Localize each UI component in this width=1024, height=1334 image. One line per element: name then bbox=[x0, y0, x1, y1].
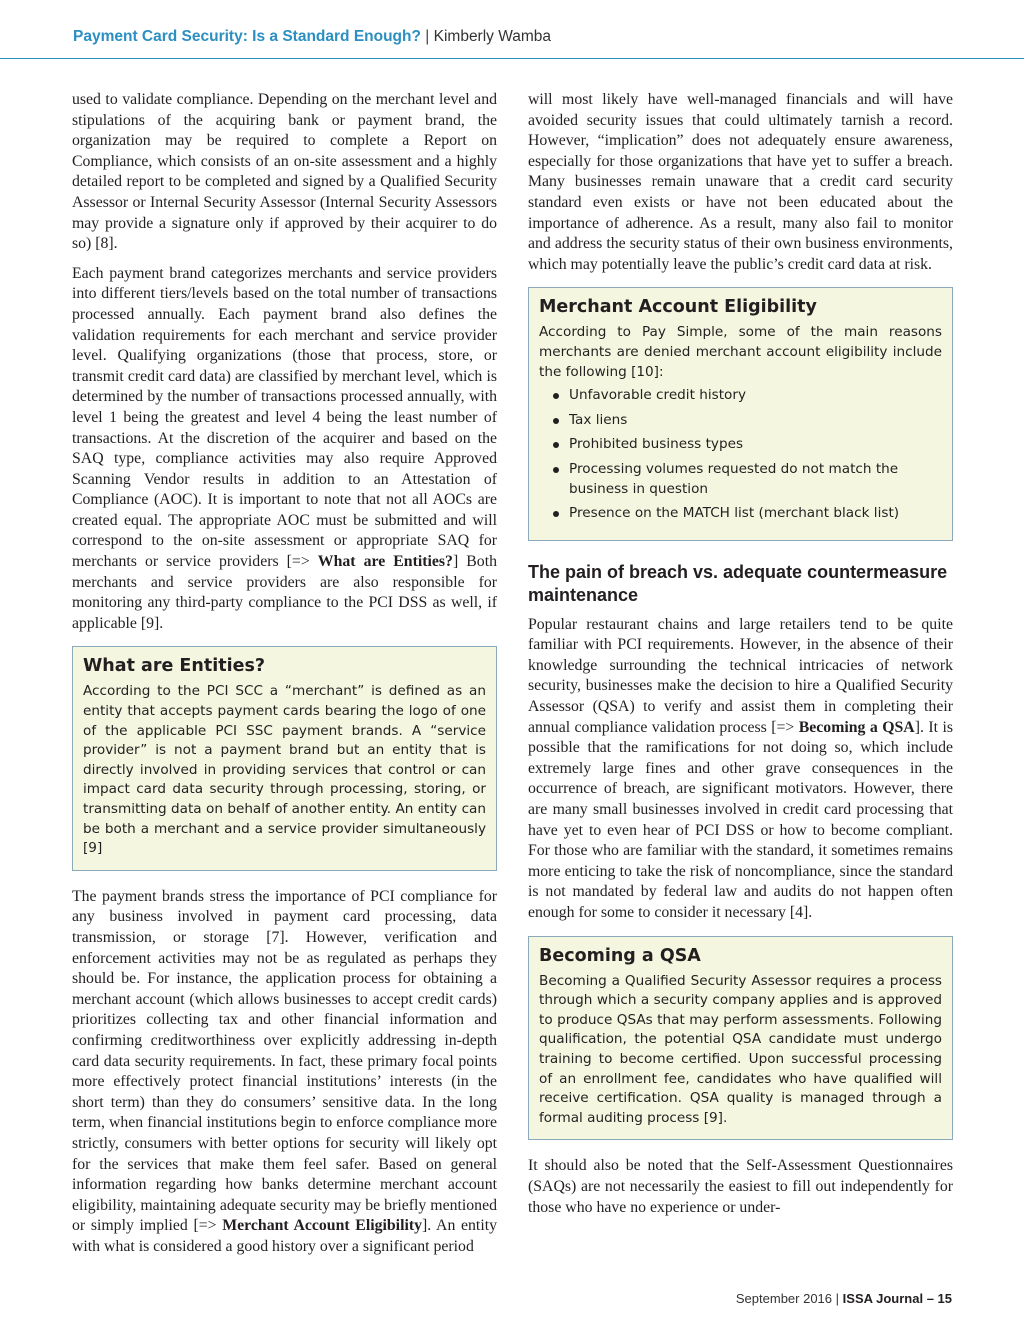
paragraph: The payment brands stress the importance of PCI compliance for any business involved in payment card processing, data transmission, or storage [7]. However, verification and enforcement activities may not be as regulated as perhaps they should be. For instance, the application process for obtaining a merchant account (which allows businesses to accept credit cards) prioritizes collecting tax and other financial information and confirming creditworthiness over explicitly addressing in-depth card data security requirements. In fact, these primary focal points more effectively protect financial institutions’ interests (in the short term) than they do consumers’ sensitive data. In the long term, when financial institutions begin to enforce compliance more strictly, consumers with better options for security will likely opt for the services that make them feel safer. Based on general information regarding how banks determine merchant account eligibility, maintaining adequate security may be briefly mentioned or simply implied [=> Merchant Account Eligibility]. An entity with what is considered a good history over a significant period bbox=[72, 887, 497, 1255]
header-separator: | bbox=[425, 28, 430, 45]
cross-reference-link[interactable]: What are Entities? bbox=[317, 553, 453, 571]
left-column bbox=[72, 90, 497, 1266]
list-item: Unfavorable credit history bbox=[569, 386, 942, 406]
cross-reference-link[interactable]: Merchant Account Eligibility bbox=[222, 1217, 423, 1235]
header-rule bbox=[0, 58, 1024, 59]
issue-date: September 2016 bbox=[735, 1291, 833, 1306]
list-item: Presence on the MATCH list (merchant black list) bbox=[569, 504, 942, 524]
paragraph: used to validate compliance. Depending on the merchant level and stipulations of the acquiring bank or payment brand, the organization may be required to complete a Report on Compliance, which consists of an on-site assessment and a highly detailed report to be completed and signed by a Qualified Security Assessor or Internal Security Assessor (Internal Security Assessors may provide a signature only if approved by their acquirer to do so) [8]. bbox=[72, 91, 497, 253]
sidebar-title: Becoming a QSA bbox=[539, 945, 701, 966]
paragraph: It should also be noted that the Self-Assessment Questionnaires (SAQs) are not necessarily the easiest to fill out independently for those who have no experience or under- bbox=[528, 1157, 953, 1216]
section-heading: The pain of breach vs. adequate countermeasure maintenance bbox=[528, 561, 948, 605]
running-header bbox=[73, 28, 953, 46]
sidebar-box-merchant-eligibility bbox=[528, 287, 953, 540]
sidebar-title: Merchant Account Eligibility bbox=[539, 297, 817, 318]
sidebar-box-entities bbox=[72, 646, 497, 870]
sidebar-body: Becoming a Qualified Security Assessor requires a process through which a security company applies and is approved to produce QSAs that may perform assessments. Following qualification, the potential QSA candidate must undergo training to become certified. Upon successful processing of an enrollment fee, candidates who have qualified will receive certification. QSA quality is managed through a formal auditing process [9]. bbox=[539, 972, 942, 1126]
right-column bbox=[528, 90, 953, 1227]
sidebar-title: What are Entities? bbox=[83, 656, 266, 677]
article-title: Payment Card Security: Is a Standard Enough? bbox=[73, 28, 421, 45]
sidebar-body: According to the PCI SCC a “merchant” is defined as an entity that accepts payment cards bearing the logo of one of the applicable PCI SSC payment brands. A “service provider” is not a payment brand but an entity that is directly involved in providing services that control or can impact card data security through processing, storing, or transmitting data on behalf of another entity. An entity can be both a merchant and a service provider simultaneously [9] bbox=[83, 683, 486, 857]
author-name: Kimberly Wamba bbox=[433, 28, 552, 45]
sidebar-box-becoming-qsa bbox=[528, 936, 953, 1141]
footer-separator: | bbox=[835, 1291, 840, 1306]
list-item: Tax liens bbox=[569, 411, 942, 431]
paragraph: will most likely have well-managed financials and will have avoided security issues that could ultimately tarnish a record. However, “implication” does not adequately ensure awareness, especially for those organizations that have yet to suffer a breach. Many businesses remain unaware that a credit card security standard even exists or have not been educated about the importance of adherence. As a result, many also fail to monitor and address the security status of their own business environments, which may potentially leave the public’s credit card data at risk. bbox=[528, 91, 953, 273]
paragraph: Popular restaurant chains and large retailers tend to be quite familiar with PCI requirements. However, in the absence of their knowledge surrounding the technical intricacies of network security, businesses make the decision to hire a Qualified Security Assessor (QSA) to verify and assist them in completing their annual compliance validation process [=> Becoming a QSA]. It is possible that the ramifications for not doing so, which include extremely large fines and other grave consequences in the occurrence of breach, are significant motivators. However, there are many small businesses involved in credit card processing that have yet to even hear of PCI DSS or how to become compliant. For those who are familiar with the standard, it sometimes remains more enticing to take the risk of noncompliance, since the standard is not mandated by federal law and audits do not happen often enough for some to consider it necessary [4]. bbox=[528, 615, 953, 921]
cross-reference-link[interactable]: Becoming a QSA bbox=[798, 718, 915, 736]
reasons-list bbox=[539, 386, 942, 524]
paragraph: Each payment brand categorizes merchants and service providers into different tiers/levels based on the total number of transactions processed annually. Each payment brand also defines the validation requirements for each merchant and service provider level. Qualifying organizations (those that process, store, or transmit credit card data) are classified by merchant level, which is determined by the number of transactions processed annually, with level 1 being the greatest and level 4 being the least number of transactions. At the discretion of the acquirer and based on the SAQ type, compliance activities may also require Approved Scanning Vendor results in addition to an Attestation of Compliance (AOC). It is important to note that not all AOCs are created equal. The appropriate AOC must be submitted and will correspond to the on-site assessment or appropriate SAQ for merchants or service providers [=> What are Entities?] Both merchants and service providers are also responsible for monitoring any third-party compliance to the PCI DSS as well, if applicable [9]. bbox=[72, 264, 497, 632]
page-footer bbox=[736, 1291, 952, 1306]
list-item: Prohibited business types bbox=[569, 435, 942, 455]
sidebar-body: According to Pay Simple, some of the main reasons merchants are denied merchant account eligibility include the following [10]: bbox=[539, 324, 942, 380]
list-item: Processing volumes requested do not match the business in question bbox=[569, 460, 942, 499]
journal-page: ISSA Journal – 15 bbox=[842, 1291, 952, 1306]
